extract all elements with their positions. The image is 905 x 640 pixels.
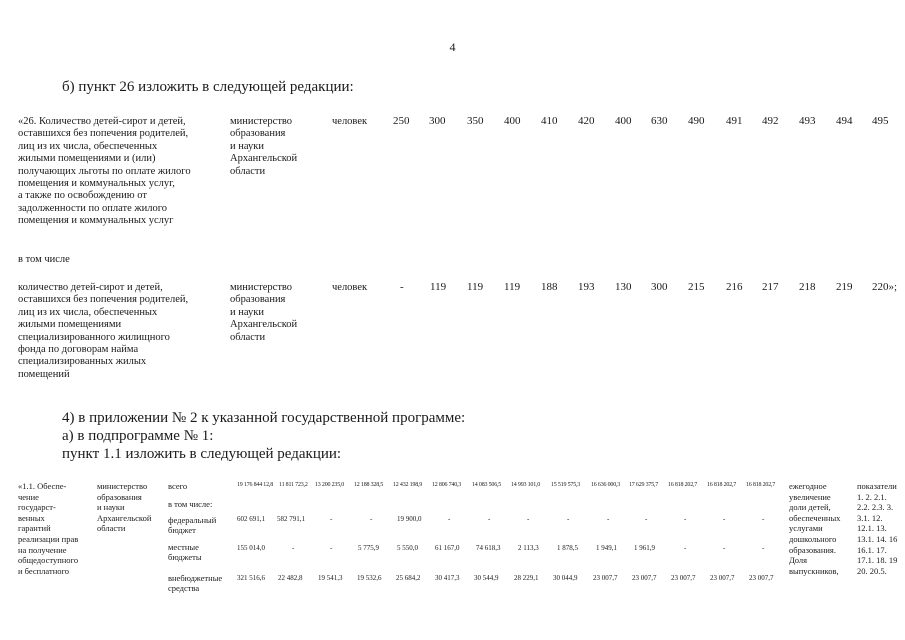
value-cell: 494 [836, 115, 853, 127]
text-line: образования [230, 128, 286, 140]
value-cell: 119 [467, 281, 484, 293]
text-line: показатели [857, 481, 897, 491]
federal-values-row [0, 512, 905, 525]
text-line: общедоступного [18, 555, 79, 566]
value-cell: 19 541,3 [318, 574, 343, 582]
value-cell: - [684, 544, 687, 552]
value-cell: 23 007,7 [749, 574, 774, 582]
text-line: федеральный [168, 515, 217, 525]
value-cell: 300 [651, 281, 668, 293]
value-cell: 193 [578, 281, 595, 293]
value-cell: 215 [688, 281, 705, 293]
value-cell: 5 775,9 [358, 544, 379, 552]
value-cell: 400 [504, 115, 521, 127]
value-cell: 30 544,9 [474, 574, 499, 582]
value-cell: - [330, 515, 333, 523]
text-line: местные [168, 542, 199, 552]
value-cell: 491 [726, 115, 743, 127]
text-line: реализации прав [18, 533, 79, 544]
value-cell: - [762, 544, 765, 552]
text-line: а также по освобождению от [18, 190, 147, 202]
value-cell: - [607, 515, 610, 523]
local-values-row [0, 544, 905, 554]
text-line: средства [168, 583, 200, 593]
value-cell: - [762, 515, 765, 523]
table2-indicators-column [857, 481, 903, 576]
table2-result-column [789, 481, 851, 576]
text-line: образования [230, 294, 286, 306]
value-cell: 130 [615, 281, 632, 293]
value-cell: 19 900,0 [397, 515, 422, 523]
table2-col1 [18, 481, 93, 576]
text-line: 12.1. 13. [857, 523, 887, 534]
text-line: помещений [18, 368, 70, 380]
text-line: задолженности по оплате жилого [18, 202, 168, 214]
value-cell: 602 691,1 [237, 515, 265, 523]
value-cell: 630 [651, 115, 668, 127]
text-line: 2.2. 2.3. 3. [857, 502, 894, 513]
text-line: области [230, 331, 266, 343]
text-line: 17.1. 18. 19 [857, 555, 898, 566]
source-including: в том числе: [168, 499, 213, 509]
text-line: получающих льготы по оплате жилого [18, 165, 191, 177]
value-cell: 30 417,3 [435, 574, 460, 582]
text-line: лиц из их числа, обеспеченных [18, 140, 158, 152]
text-line: Архангельской [230, 319, 298, 331]
text-line: и науки [230, 140, 264, 152]
value-cell: 16 636 000,3 [591, 482, 621, 488]
value-cell: 490 [688, 115, 705, 127]
row26-unit: человек [332, 116, 368, 127]
value-cell: 5 550,0 [397, 544, 418, 552]
value-cell: 23 007,7 [593, 574, 618, 582]
text-line: услугами [789, 523, 823, 534]
value-cell: 321 516,6 [237, 574, 265, 582]
text-line: количество детей-сирот и детей, [18, 282, 163, 293]
text-line: помещения и коммунальных услуг, [18, 178, 175, 190]
text-line: 3.1. 12. [857, 512, 883, 523]
value-cell: - [723, 515, 726, 523]
value-cell: - [488, 515, 491, 523]
value-cell: 23 007,7 [671, 574, 696, 582]
value-cell: 15 519 575,3 [551, 482, 581, 488]
text-line: на получение [18, 544, 67, 555]
value-cell: 420 [578, 115, 595, 127]
text-line: образования. [789, 544, 836, 555]
row26-values [0, 115, 905, 131]
value-cell: 400 [615, 115, 632, 127]
text-line: «26. Количество детей-сирот и детей, [18, 116, 186, 127]
text-line: министерство [97, 481, 148, 491]
value-cell: 22 482,8 [278, 574, 303, 582]
value-cell: 12 188 328,5 [354, 482, 384, 488]
text-line: дошкольного [789, 533, 837, 544]
including-label: в том числе [18, 254, 70, 265]
value-cell: - [370, 515, 373, 523]
text-line: выпускников, [789, 565, 839, 576]
text-line: оставшихся без попечения родителей, [18, 128, 189, 140]
text-line: помещения и коммунальных услуг [18, 215, 174, 227]
row26-sub-values [0, 281, 905, 297]
row26-sub-unit: человек [332, 282, 368, 293]
text-line: государст- [18, 502, 56, 513]
text-line: 20. 20.5. [857, 565, 887, 576]
value-cell: - [330, 544, 333, 552]
value-cell: 16 818 202,7 [746, 482, 776, 488]
text-line: внебюджетные [168, 573, 223, 583]
value-cell: 17 629 375,7 [629, 482, 659, 488]
value-cell: 1 961,9 [634, 544, 655, 552]
value-cell: 2 113,3 [518, 544, 539, 552]
text-line: 16.1. 17. [857, 544, 887, 555]
value-cell: 30 044,9 [553, 574, 578, 582]
value-cell: - [292, 544, 295, 552]
value-cell: 217 [762, 281, 779, 293]
value-cell: - [400, 281, 404, 293]
total-values-row [0, 482, 905, 492]
text-line: министерство [230, 282, 293, 293]
value-cell: 250 [393, 115, 410, 127]
value-cell: 410 [541, 115, 558, 127]
row26-indicator [18, 116, 228, 228]
text-line: фонда по договорам найма [18, 344, 139, 356]
value-cell: - [448, 515, 451, 523]
source-total: всего [168, 481, 188, 491]
value-cell: 219 [836, 281, 853, 293]
text-line: и бесплатного [18, 565, 70, 576]
value-cell: 350 [467, 115, 484, 127]
value-cell: 13 200 235,0 [315, 482, 345, 488]
value-cell: 119 [430, 281, 447, 293]
value-cell: 25 684,2 [396, 574, 421, 582]
value-cell: 61 167,0 [435, 544, 460, 552]
value-cell: 582 791,1 [277, 515, 305, 523]
value-cell: 216 [726, 281, 743, 293]
value-cell: 1 949,1 [596, 544, 617, 552]
text-line: Архангельской [230, 153, 298, 165]
text-line: 1. 2. 2.1. [857, 491, 887, 502]
value-cell: 493 [799, 115, 816, 127]
value-cell: 19 532,6 [357, 574, 382, 582]
text-line: области [230, 165, 266, 177]
value-cell: 119 [504, 281, 521, 293]
value-cell: 218 [799, 281, 816, 293]
text-line: чение [18, 491, 39, 502]
text-line: увеличение [789, 491, 831, 502]
value-cell: 300 [429, 115, 446, 127]
text-line: министерство [230, 116, 293, 127]
value-cell: - [527, 515, 530, 523]
value-cell: 1 878,5 [557, 544, 578, 552]
value-cell: 220»; [872, 281, 898, 293]
text-line: жилыми помещениями [18, 319, 122, 331]
text-line: венных [18, 512, 45, 523]
value-cell: 495 [872, 115, 889, 127]
text-line: «1.1. Обеспе- [18, 481, 67, 491]
value-cell: 14 083 506,5 [472, 482, 502, 488]
text-line: специализированного жилищного [18, 331, 170, 343]
value-cell: - [723, 544, 726, 552]
value-cell: 19 176 844 12,8 [237, 482, 274, 488]
value-cell: 12 806 740,3 [432, 482, 462, 488]
section-b-heading: б) пункт 26 изложить в следующей редакции: [62, 79, 354, 95]
value-cell: 188 [541, 281, 558, 293]
value-cell: 28 229,1 [514, 574, 539, 582]
value-cell: - [684, 515, 687, 523]
value-cell: 12 432 198,9 [393, 482, 423, 488]
text-line: лиц из их числа, обеспеченных [18, 306, 158, 318]
value-cell: 23 007,7 [710, 574, 735, 582]
value-cell: 492 [762, 115, 779, 127]
page-number: 4 [449, 40, 456, 54]
text-line: Доля [789, 555, 808, 566]
value-cell: 74 618,3 [476, 544, 501, 552]
value-cell: 14 993 101,0 [511, 482, 541, 488]
text-line: гарантий [18, 523, 51, 534]
extra-values-row [0, 574, 905, 584]
value-cell: 16 818 202,7 [707, 482, 737, 488]
text-line: специализированных жилых [18, 356, 147, 368]
text-line: области [97, 523, 126, 534]
text-line: бюджет [168, 525, 196, 535]
text-line: Архангельской [97, 512, 152, 523]
text-line: бюджеты [168, 552, 202, 562]
text-line: доли детей, [789, 502, 831, 513]
item4b-heading: пункт 1.1 изложить в следующей редакции: [62, 446, 342, 462]
value-cell: - [567, 515, 570, 523]
item4-heading: 4) в приложении № 2 к указанной государственной программе: [62, 410, 466, 426]
value-cell: 23 007,7 [632, 574, 657, 582]
text-line: ежегодное [789, 481, 827, 491]
item4a-heading: а) в подпрограмме № 1: [62, 428, 214, 444]
text-line: и науки [230, 306, 264, 318]
value-cell: 155 014,0 [237, 544, 265, 552]
value-cell: 11 811 723,2 [279, 482, 308, 488]
text-line: жилыми помещениями и (или) [18, 153, 156, 165]
text-line: образования [97, 491, 142, 502]
text-line: и науки [97, 502, 125, 513]
text-line: 13.1. 14. 16 [857, 533, 898, 544]
value-cell: 16 818 202,7 [668, 482, 698, 488]
text-line: оставшихся без попечения родителей, [18, 294, 189, 306]
text-line: обеспеченных [789, 512, 841, 523]
value-cell: - [645, 515, 648, 523]
